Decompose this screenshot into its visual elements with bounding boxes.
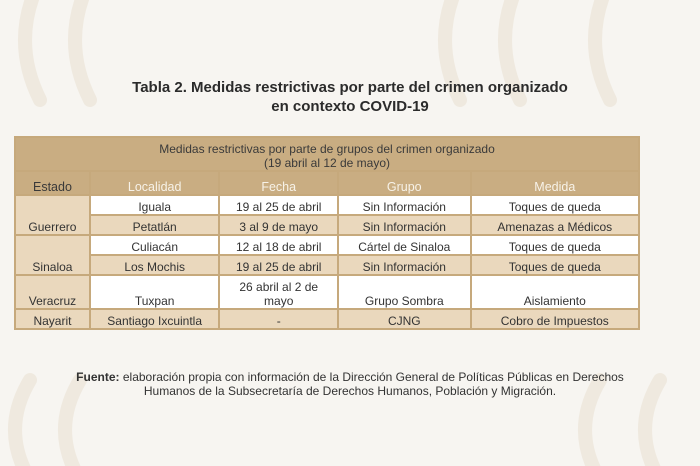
grupo-cell: CJNG [338,309,471,329]
medida-cell: Toques de queda [471,195,639,215]
fecha-cell: 12 al 18 de abril [219,235,338,255]
medida-cell: Aislamiento [471,275,639,309]
localidad-cell: Culiacán [90,235,220,255]
source-note [0,370,700,398]
table-title [0,78,700,116]
grupo-cell: Sin Información [338,255,471,275]
fecha-line2: mayo [264,294,294,308]
localidad-cell: Petatlán [90,215,220,235]
medida-cell: Toques de queda [471,255,639,275]
grupo-cell: Grupo Sombra [338,275,471,309]
medida-cell: Amenazas a Médicos [471,215,639,235]
fecha-cell: 3 al 9 de mayo [219,215,338,235]
fecha-cell: 19 al 25 de abril [219,195,338,215]
column-header-grupo: Grupo [338,171,471,195]
source-text-line1: elaboración propia con información de la Dirección General de Políticas Públicas en Derechos [122,370,624,384]
source-line2: Humanos de la Subsecretaría de Derechos Humanos, Población y Migración. [143,384,557,398]
fecha-line1: 26 abril al 2 de [239,280,319,294]
source-line1 [0,370,700,384]
table-header-row [15,137,639,171]
fecha-cell: - [219,309,338,329]
medida-cell: Cobro de Impuestos [471,309,639,329]
column-header-estado: Estado [15,171,90,195]
state-cell: Guerrero [15,195,90,235]
localidad-cell: Los Mochis [90,255,220,275]
table-title-line2: en contexto COVID-19 [271,98,429,115]
table-title-line1: Tabla 2. Medidas restrictivas por parte del crimen organizado [132,79,568,96]
column-header-medida: Medida [471,171,639,195]
localidad-cell: Santiago Ixcuintla [90,309,220,329]
column-header-localidad: Localidad [90,171,220,195]
localidad-cell: Tuxpan [90,275,220,309]
table-row [15,255,639,275]
table-row [15,215,639,235]
medida-cell: Toques de queda [471,235,639,255]
grupo-cell: Sin Información [338,195,471,215]
state-cell: Veracruz [15,275,90,309]
table-header-line2: (19 abril al 12 de mayo) [263,156,391,170]
table-header-line1: Medidas restrictivas por parte de grupos del crimen organizado [159,142,495,156]
fecha-cell [219,275,338,309]
column-headers [15,171,639,195]
fecha-cell: 19 al 25 de abril [219,255,338,275]
table-row [15,275,639,309]
table-row [15,309,639,329]
grupo-cell: Cártel de Sinaloa [338,235,471,255]
restrictive-measures-table [14,136,640,330]
grupo-cell: Sin Información [338,215,471,235]
table-row [15,195,639,215]
source-label: Fuente: [76,370,120,384]
state-cell: Nayarit [15,309,90,329]
column-header-fecha: Fecha [219,171,338,195]
table-row [15,235,639,255]
localidad-cell: Iguala [90,195,220,215]
table-header [15,137,639,171]
state-cell: Sinaloa [15,235,90,275]
